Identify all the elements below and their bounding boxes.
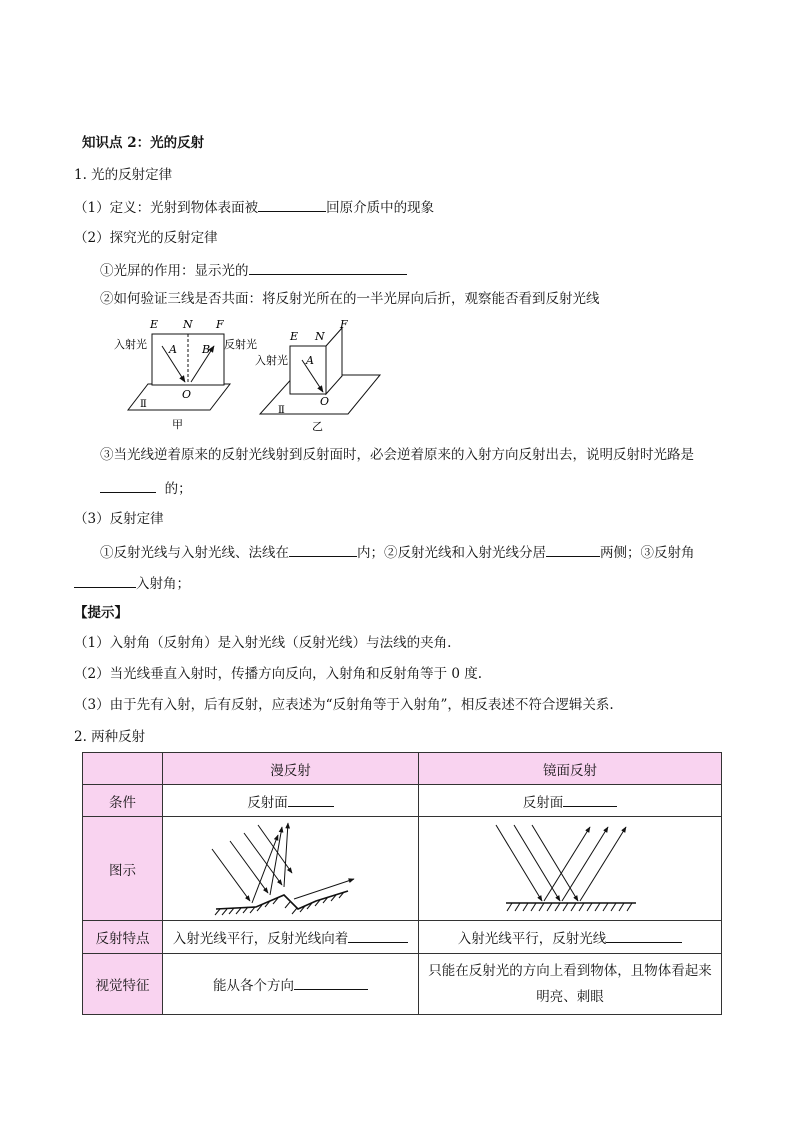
label-b: B bbox=[202, 343, 211, 356]
tip-title: 【提示】 bbox=[74, 605, 128, 621]
incident-ray bbox=[230, 841, 268, 893]
reflected-ray bbox=[580, 827, 626, 901]
label-incident: 入射光 bbox=[255, 354, 288, 367]
label-e: E bbox=[290, 330, 299, 343]
reflection-experiment-figure bbox=[110, 316, 400, 434]
folded-screen-right bbox=[326, 328, 342, 394]
coplanar-line: ②如何验证三线是否共面：将反射光所在的一半光屏向后折，观察能否看到反射光线 bbox=[100, 291, 600, 307]
incident-ray bbox=[212, 849, 250, 901]
surface-hatching bbox=[507, 903, 632, 911]
section-title: 知识点 2：光的反射 bbox=[82, 135, 205, 151]
specular-figure-cell bbox=[419, 817, 722, 921]
fill-blank bbox=[546, 542, 600, 557]
caption-yi: 乙 bbox=[312, 420, 323, 433]
label-a: A bbox=[306, 354, 314, 367]
caption-jia: 甲 bbox=[172, 418, 183, 431]
header-diffuse: 漫反射 bbox=[163, 753, 419, 785]
specular-reflection-diagram bbox=[490, 821, 650, 917]
vis-specular-text-1: 只能在反射光的方向上看到物体，且物体看起来 bbox=[428, 963, 712, 979]
definition-line bbox=[74, 197, 434, 217]
vis-diffuse-text: 能从各个方向 bbox=[213, 978, 294, 994]
law-heading: （3）反射定律 bbox=[74, 511, 164, 527]
fill-blank bbox=[258, 197, 326, 212]
fill-blank bbox=[100, 478, 156, 493]
label-o: O bbox=[182, 388, 192, 401]
incident-ray bbox=[532, 825, 578, 901]
figure-jia bbox=[114, 318, 257, 431]
law-text-a: ①反射光线与入射光线、法线在 bbox=[100, 545, 289, 561]
reversibility-line: ③当光线逆着原来的反射光线射到反射面时，必会逆着原来的入射方向反射出去，说明反射时光路是 bbox=[100, 447, 694, 463]
table-row bbox=[83, 817, 722, 921]
feat-diffuse-text: 入射光线平行，反射光线向着 bbox=[172, 931, 349, 947]
table-row bbox=[83, 954, 722, 1015]
reflected-ray bbox=[284, 823, 288, 887]
cond-diffuse-cell bbox=[163, 785, 419, 817]
vis-specular-cell bbox=[419, 954, 722, 1015]
fill-blank bbox=[74, 573, 136, 588]
feat-specular-cell bbox=[419, 921, 722, 954]
law-text-d: 入射角； bbox=[136, 576, 190, 592]
label-plane-ii: Ⅱ bbox=[140, 399, 147, 410]
feat-diffuse-cell bbox=[163, 921, 419, 954]
fill-blank bbox=[563, 792, 617, 807]
incident-ray bbox=[514, 825, 560, 901]
label-reflected: 反射光 bbox=[224, 338, 257, 351]
reversibility-line-2 bbox=[100, 478, 192, 498]
label-n: N bbox=[315, 330, 325, 343]
cond-specular-text: 反射面 bbox=[522, 794, 564, 811]
rough-surface bbox=[216, 891, 348, 909]
header-specular: 镜面反射 bbox=[419, 753, 722, 785]
vis-specular-text-2: 明亮、刺眼 bbox=[536, 989, 604, 1005]
label-f: F bbox=[216, 318, 224, 331]
diffuse-reflection-diagram bbox=[206, 821, 376, 917]
law-text-b: 内；②反射光线和入射光线分居 bbox=[357, 545, 546, 561]
reflected-ray bbox=[270, 827, 282, 895]
label-f: F bbox=[340, 318, 348, 331]
two-reflection-heading: 2. 两种反射 bbox=[74, 729, 146, 745]
label-o: O bbox=[320, 395, 330, 408]
definition-text-b: 回原介质中的现象 bbox=[326, 200, 435, 216]
row-label-visual: 视觉特征 bbox=[83, 954, 163, 1015]
reflected-ray bbox=[544, 827, 590, 901]
explore-heading: （2）探究光的反射定律 bbox=[74, 230, 218, 246]
table-header-row bbox=[83, 753, 722, 785]
table-row bbox=[83, 785, 722, 817]
reflection-comparison-table bbox=[82, 752, 722, 1015]
law-line-1 bbox=[100, 542, 695, 562]
screen-purpose-text: ①光屏的作用：显示光的 bbox=[100, 263, 249, 279]
label-n: N bbox=[183, 318, 193, 331]
label-a: A bbox=[169, 343, 177, 356]
screen-purpose-line bbox=[100, 260, 407, 280]
fill-blank bbox=[289, 542, 357, 557]
reversibility-text-b: 的； bbox=[164, 481, 192, 497]
cond-specular-cell bbox=[419, 785, 722, 817]
reflected-ray bbox=[562, 827, 608, 901]
incident-ray bbox=[496, 825, 542, 901]
law-text-c: 两侧；③反射角 bbox=[600, 545, 695, 561]
tip-1: （1）入射角（反射角）是入射光线（反射光线）与法线的夹角. bbox=[74, 635, 452, 651]
table-corner bbox=[83, 753, 163, 785]
table-row bbox=[83, 921, 722, 954]
cond-diffuse-text: 反射面 bbox=[247, 794, 288, 811]
fill-blank bbox=[294, 975, 368, 990]
row-label-figure: 图示 bbox=[83, 817, 163, 921]
reflected-ray bbox=[294, 879, 354, 899]
tip-3: （3）由于先有入射，后有反射，应表述为“反射角等于入射角”，相反表述不符合逻辑关系. bbox=[74, 697, 614, 713]
diffuse-figure-cell bbox=[163, 817, 419, 921]
feat-specular-text: 入射光线平行，反射光线 bbox=[457, 931, 607, 947]
label-plane-ii: Ⅱ bbox=[278, 405, 285, 416]
tip-2: （2）当光线垂直入射时，传播方向反向，入射角和反射角等于 0 度. bbox=[74, 666, 483, 682]
vis-diffuse-cell bbox=[163, 954, 419, 1015]
figure-yi bbox=[255, 318, 380, 433]
surface-hatching bbox=[215, 892, 344, 915]
heading-reflection-law: 1. 光的反射定律 bbox=[74, 167, 173, 183]
fill-blank bbox=[288, 792, 334, 807]
label-e: E bbox=[150, 318, 159, 331]
fill-blank bbox=[348, 928, 408, 943]
law-line-2 bbox=[74, 573, 190, 593]
label-incident: 入射光 bbox=[114, 338, 147, 351]
row-label-condition: 条件 bbox=[83, 785, 163, 817]
fill-blank bbox=[606, 928, 682, 943]
fill-blank bbox=[249, 260, 407, 275]
definition-text-a: （1）定义：光射到物体表面被 bbox=[74, 200, 259, 216]
row-label-feature: 反射特点 bbox=[83, 921, 163, 954]
